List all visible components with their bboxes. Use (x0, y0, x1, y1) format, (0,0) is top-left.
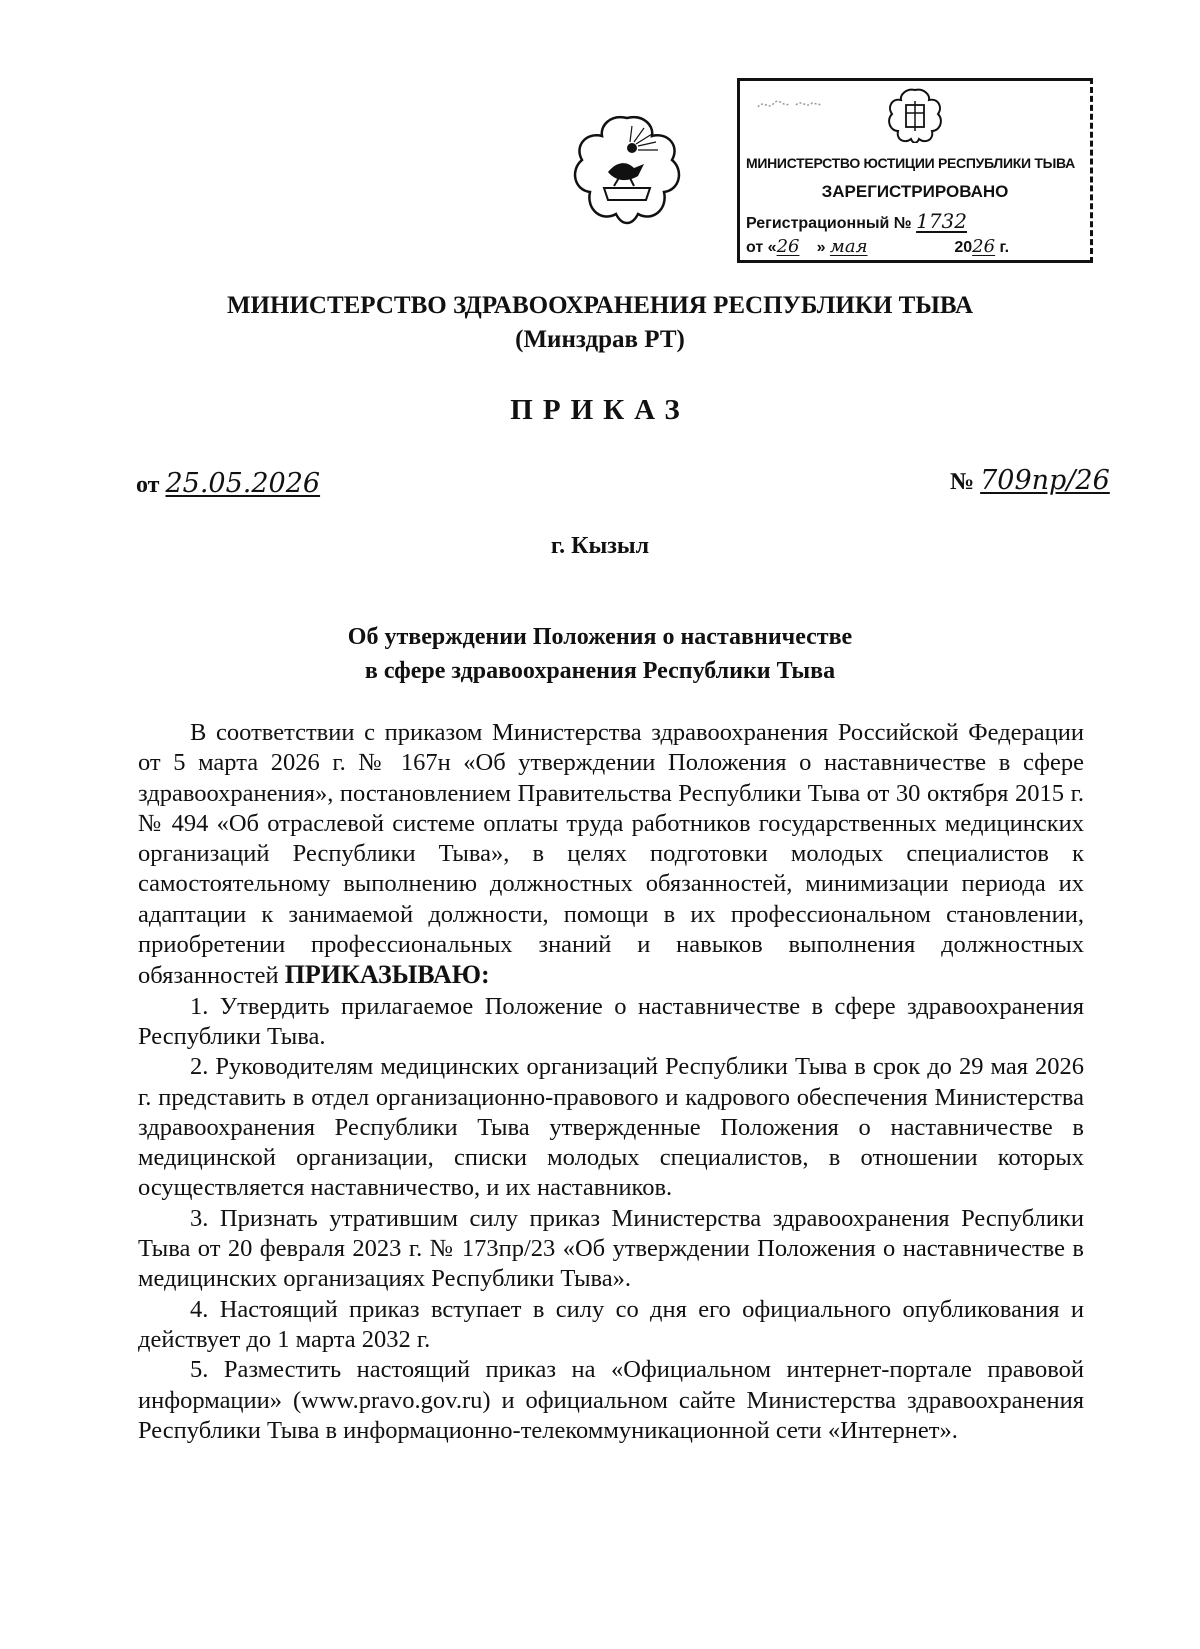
stamp-number-value: 1732 (916, 209, 967, 233)
order-item-1: 1. Утвердить прилагаемое Положение о наставничестве в сфере здравоохранения Республики Тыва. (138, 992, 1084, 1050)
order-date (136, 468, 320, 499)
order-subject-line1: Об утверждении Положения о наставничестве (347, 624, 853, 650)
order-item-4: 4. Настоящий приказ вступает в силу со дня его официального опубликования и действует до 1 марта 2032 г. (138, 1295, 1084, 1353)
stamp-date-prefix: от « (746, 239, 777, 256)
justice-emblem-icon (888, 87, 942, 143)
order-number-label: № (950, 469, 975, 495)
registration-stamp (737, 78, 1093, 263)
preamble-text: В соответствии с приказом Министерства здравоохранения Российской Федерации от 5 марта 2026 г. № 167н «Об утверждении Положения о наставничестве в сфере здравоохранения», постановлением Правительства Республики Тыва от 30 октября 2015 г. № 494 «Об отраслевой системе оплаты труда работников государственных медицинских организаций Республики Тыва», в целях подготовки молодых специалистов к самостоятельному выполнению должностных обязанностей, минимизации периода их адаптации к занимаемой должности, помощи в их профессиональном становлении, приобретении профессиональных знаний и навыков выполнения должностных обязанностей (138, 719, 1084, 990)
order-subject-line2: в сфере здравоохранения Республики Тыва (364, 658, 836, 684)
stamp-month: мая (829, 236, 868, 257)
stamp-year-suffix: 26 (972, 236, 996, 257)
order-preamble (138, 718, 1084, 992)
order-body (138, 718, 1084, 1446)
stamp-registration-number (746, 209, 1036, 233)
order-number (950, 465, 1110, 496)
ministry-name: МИНИСТЕРСТВО ЗДРАВООХРАНЕНИЯ РЕСПУБЛИКИ ТЫВА (226, 292, 974, 319)
order-item-3: 3. Признать утратившим силу приказ Министерства здравоохранения Республики Тыва от 20 февраля 2023 г. № 173пр/23 «Об утверждении Положения о наставничестве в медицинских организациях Республики Тыва». (138, 1204, 1084, 1293)
stamp-status: ЗАРЕГИСТРИРОВАНО (821, 182, 1009, 201)
order-title: ПРИКАЗ (510, 394, 690, 426)
order-date-value: 25.05.2026 (165, 468, 321, 499)
stamp-number-label: Регистрационный № (746, 215, 912, 232)
order-date-label: от (136, 472, 160, 498)
stamp-authority: МИНИСТЕРСТВО ЮСТИЦИИ РЕСПУБЛИКИ ТЫВА (746, 155, 1075, 171)
order-number-value: 709пр/26 (980, 465, 1110, 496)
faded-scribble-icon (756, 95, 826, 115)
order-city: г. Кызыл (550, 533, 650, 559)
stamp-registration-date (746, 236, 1009, 257)
ministry-short-name: (Минздрав РТ) (515, 326, 685, 353)
stamp-year-unit: г. (999, 239, 1010, 256)
order-item-5: 5. Разместить настоящий приказ на «Официальном интернет-портале правовой информации» (www.pravo.gov.ru) и официальном сайте Министерства здравоохранения Республики Тыва в информационно-телекоммуникационной сети «Интернет». (138, 1356, 1084, 1444)
stamp-quote-close: » (816, 239, 826, 256)
order-command: ПРИКАЗЫВАЮ: (284, 960, 490, 990)
stamp-day: 26 (776, 236, 800, 257)
tuva-coat-of-arms-icon (572, 112, 682, 230)
order-item-2: 2. Руководителям медицинских организаций Республики Тыва в срок до 29 мая 2026 г. представить в отдел организационно-правового и кадрового обеспечения Министерства здравоохранения Республики Тыва утвержденные Положения о наставничестве в медицинской организации, списки молодых специалистов, в отношении которых осуществляется наставничество, и их наставников. (138, 1053, 1084, 1202)
stamp-year-prefix: 20 (954, 239, 973, 256)
